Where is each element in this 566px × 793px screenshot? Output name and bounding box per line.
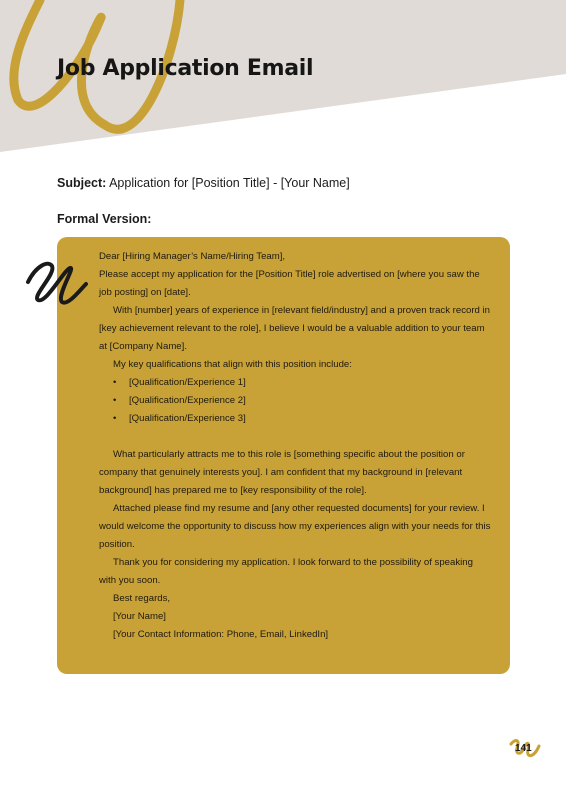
letter-experience: With [number] years of experience in [relevant field/industry] and a proven track record in [key achievement relevant to the role], I believe I would be a valuable addition to your team at [Company Name]. — [99, 305, 491, 352]
letter-attraction: What particularly attracts me to this role is [something specific about the position or company that genuinely interests you]. I am confident that my background in [relevant background] has prepared me to [key responsibility of the role]. — [99, 449, 465, 496]
subject-line — [57, 176, 350, 190]
page-number: 141 — [515, 743, 532, 754]
letter-thanks: Thank you for considering my application. I look forward to the possibility of speaking with you soon. — [99, 557, 473, 586]
letter-name: [Your Name] — [113, 611, 166, 622]
letter-opening: Please accept my application for the [Position Title] role advertised on [where you saw the job posting] on [date]. — [99, 269, 480, 298]
letter-contact: [Your Contact Information: Phone, Email, LinkedIn] — [113, 629, 329, 640]
qualifications-list — [99, 374, 491, 428]
letter-template-box — [57, 237, 510, 674]
page-title: Job Application Email — [57, 56, 314, 81]
list-item: • [Qualification/Experience 2] — [99, 392, 491, 410]
letter-qualifications-intro: My key qualifications that align with this position include: — [113, 359, 352, 370]
scribble-icon — [22, 256, 92, 308]
subject-label: Subject: — [57, 176, 107, 190]
subject-value: Application for [Position Title] - [Your Name] — [106, 176, 350, 190]
header-band — [0, 0, 566, 170]
letter-attachments: Attached please find my resume and [any other requested documents] for your review. I would welcome the opportunity to discuss how my experiences align with your needs for this position. — [99, 503, 491, 550]
list-item: • [Qualification/Experience 1] — [99, 374, 491, 392]
letter-body — [99, 248, 491, 644]
section-label: Formal Version: — [57, 212, 152, 226]
paragraph-spacer — [99, 428, 491, 446]
letter-closing: Best regards, — [113, 593, 171, 604]
letter-greeting: Dear [Hiring Manager’s Name/Hiring Team], — [99, 251, 286, 262]
list-item: • [Qualification/Experience 3] — [99, 410, 491, 428]
